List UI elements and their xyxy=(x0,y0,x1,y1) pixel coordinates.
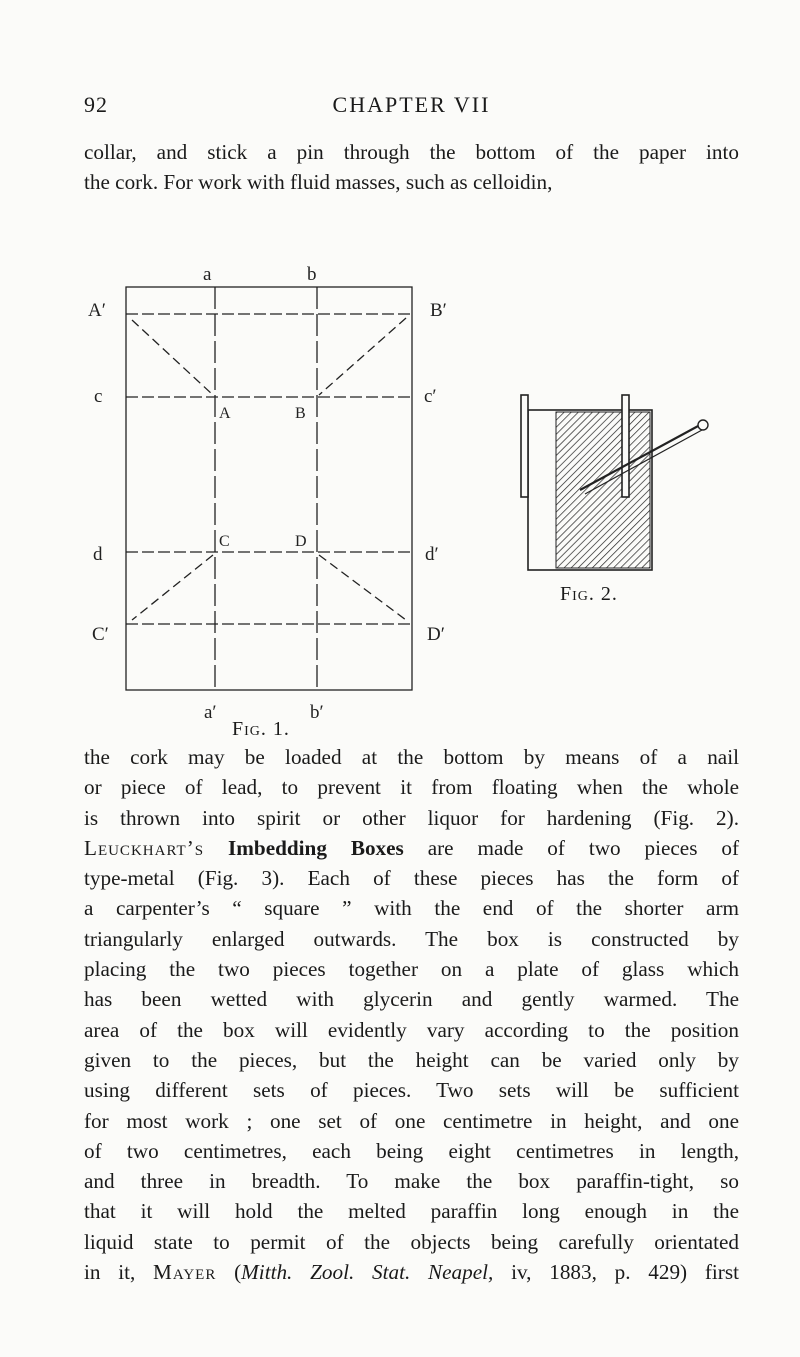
text-line: liquid state to permit of the objects being carefully orientated xyxy=(84,1229,739,1254)
fig1-diagonal xyxy=(132,555,213,620)
fig1-label-d-prime: d′ xyxy=(425,544,439,565)
fig1-label-a: a xyxy=(203,264,212,285)
fig1-label-A: A xyxy=(219,405,231,422)
text-line: of two centimetres, each being eight centimetres in length, xyxy=(84,1138,739,1163)
text-line: for most work ; one set of one centimetre in height, and one xyxy=(84,1108,739,1133)
fig1-diagonal xyxy=(319,318,406,395)
fig2-pin-head xyxy=(698,420,708,430)
fig1-label-B-prime: B′ xyxy=(430,300,447,321)
text-span: iv, 1883, p. 429) first xyxy=(511,1260,739,1285)
text-line: collar, and stick a pin through the bottom of the paper into xyxy=(84,140,739,164)
text-line: area of the box will evidently vary according to the position xyxy=(84,1017,739,1042)
fig2-right-post xyxy=(622,395,629,497)
fig1-label-D: D xyxy=(295,533,307,550)
paragraph-2 xyxy=(84,742,739,1287)
fig1-diagonal xyxy=(319,555,406,620)
author-name: Mayer xyxy=(153,1260,217,1285)
fig1-label-C: C xyxy=(219,533,230,550)
fig1-label-B: B xyxy=(295,405,306,422)
text-line: triangularly enlarged outwards. The box is constructed by xyxy=(84,926,739,951)
text-line: and three in breadth. To make the box paraffin-tight, so xyxy=(84,1169,739,1194)
text-line: or piece of lead, to prevent it from floating when the whole xyxy=(84,775,739,800)
text-line xyxy=(84,833,739,863)
text-span: in it, xyxy=(84,1260,136,1285)
fig1-label-c-prime: c′ xyxy=(424,386,437,407)
fig1-label-c: c xyxy=(94,386,103,407)
text-line: the cork may be loaded at the bottom by means of a nail xyxy=(84,745,739,769)
fig1-label-b: b xyxy=(307,264,317,285)
fig1-label-A-prime: A′ xyxy=(88,300,106,321)
fig1-label-D-prime: D′ xyxy=(427,624,445,645)
figure-2-caption: Fig. 2. xyxy=(560,583,618,605)
fig1-outer-box xyxy=(126,287,412,690)
fig2-hatched-block xyxy=(556,412,650,568)
bold-term: Imbedding Boxes xyxy=(228,835,404,860)
text-line: given to the pieces, but the height can be varied only by xyxy=(84,1047,739,1072)
text-line xyxy=(84,1257,739,1287)
text-line: using different sets of pieces. Two sets will be sufficient xyxy=(84,1078,739,1103)
text-line: type-metal (Fig. 3). Each of these pieces has the form of xyxy=(84,866,739,891)
fig2-left-post xyxy=(521,395,528,497)
text-line: that it will hold the melted paraffin long enough in the xyxy=(84,1199,739,1224)
text-line: a carpenter’s “ square ” with the end of the shorter arm xyxy=(84,896,739,921)
fig1-diagonal xyxy=(132,320,213,395)
text-line: has been wetted with glycerin and gently warmed. The xyxy=(84,987,739,1012)
figure-2-drawing xyxy=(521,395,708,570)
chapter-title: CHAPTER VII xyxy=(332,92,491,117)
text-span: ( xyxy=(234,1260,242,1285)
fig1-label-a-prime: a′ xyxy=(204,702,217,723)
text-line: placing the two pieces together on a plate of glass which xyxy=(84,957,739,982)
fig1-label-b-prime: b′ xyxy=(310,702,324,723)
text-line: the cork. For work with fluid masses, such as celloidin, xyxy=(84,170,553,195)
citation-title: Mitth. Zool. Stat. Neapel, xyxy=(241,1260,494,1285)
fig1-label-C-prime: C′ xyxy=(92,624,109,645)
figure-1-caption: Fig. 1. xyxy=(232,718,290,740)
text-line: is thrown into spirit or other liquor for hardening (Fig. 2). xyxy=(84,805,739,830)
page-number: 92 xyxy=(84,92,108,117)
text-span: are made of two pieces of xyxy=(427,835,740,860)
author-name: Leuckhart’s xyxy=(84,835,205,860)
fig1-label-d: d xyxy=(93,544,103,565)
